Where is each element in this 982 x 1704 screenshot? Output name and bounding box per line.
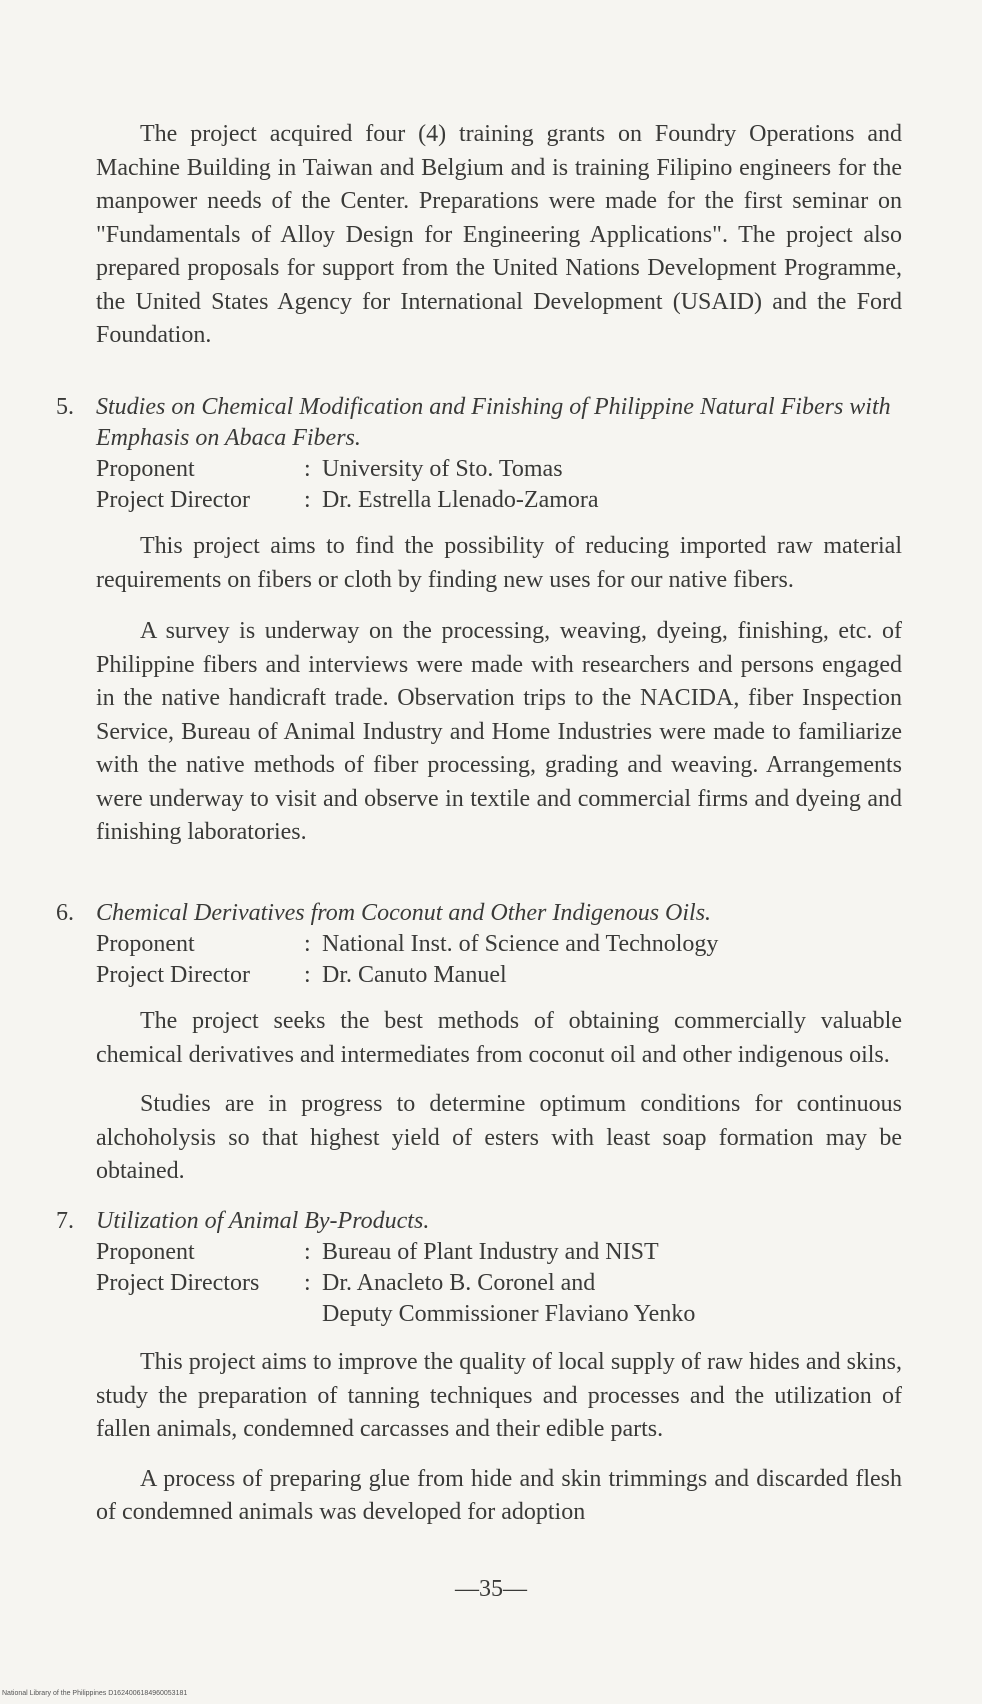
colon-separator: :	[304, 931, 311, 957]
director-value: Dr. Canuto Manuel	[322, 962, 507, 988]
director-value-line2: Deputy Commissioner Flaviano Yenko	[322, 1301, 696, 1327]
proponent-row	[96, 454, 902, 485]
section-7	[56, 1206, 902, 1330]
director-row	[96, 960, 902, 991]
body-paragraph: This project aims to improve the quality of local supply of raw hides and skins, study the preparation of tanning techniques and processes and the utilization of fallen animals, condemned carcasses and their edible parts.	[96, 1349, 902, 1442]
section-heading	[56, 392, 902, 454]
proponent-label: Proponent	[96, 456, 195, 482]
section-title: Chemical Derivatives from Coconut and Other Indigenous Oils.	[96, 900, 712, 926]
section-6	[56, 898, 902, 991]
colon-separator: :	[304, 487, 311, 513]
director-value: Dr. Estrella Llenado-Zamora	[322, 487, 599, 513]
section-heading	[56, 1206, 902, 1237]
director-label: Project Director	[96, 487, 250, 513]
section-number: 6.	[56, 900, 74, 926]
colon-separator: :	[304, 1239, 311, 1265]
director-row-continued	[96, 1299, 902, 1330]
section-number: 7.	[56, 1208, 74, 1234]
section-7-body	[96, 1346, 902, 1530]
section-heading	[56, 898, 902, 929]
project-meta	[96, 1237, 902, 1330]
colon-separator: :	[304, 456, 311, 482]
body-paragraph: A process of preparing glue from hide and skin trimmings and discarded flesh of condemned animals was developed for adoption	[96, 1465, 902, 1525]
project-meta	[96, 929, 902, 991]
section-title: Utilization of Animal By-Products.	[96, 1208, 430, 1234]
colon-separator: :	[304, 1270, 311, 1296]
body-paragraph: The project seeks the best methods of obtaining commercially valuable chemical derivatives and intermediates from coconut oil and other indigenous oils.	[96, 1008, 902, 1068]
section-5	[56, 392, 902, 516]
section-number: 5.	[56, 394, 74, 420]
intro-block	[96, 118, 902, 353]
proponent-value: Bureau of Plant Industry and NIST	[322, 1239, 659, 1265]
proponent-row	[96, 1237, 902, 1268]
proponent-label: Proponent	[96, 931, 195, 957]
footer-library-stamp: National Library of the Philippines D1624006184960053181	[2, 1690, 188, 1697]
director-value: Dr. Anacleto B. Coronel and	[322, 1270, 596, 1296]
director-row	[96, 1268, 902, 1299]
proponent-value: University of Sto. Tomas	[322, 456, 563, 482]
director-row	[96, 485, 902, 516]
body-paragraph: This project aims to find the possibility of reducing imported raw material requirements on fibers or cloth by finding new uses for our native fibers.	[96, 533, 902, 593]
director-label: Project Director	[96, 962, 250, 988]
project-meta	[96, 454, 902, 516]
proponent-label: Proponent	[96, 1239, 195, 1265]
proponent-value: National Inst. of Science and Technology	[322, 931, 719, 957]
proponent-row	[96, 929, 902, 960]
intro-paragraph: The project acquired four (4) training grants on Foundry Operations and Machine Building in Taiwan and Belgium and is training Filipino engineers for the manpower needs of the Center. Preparations were made for the first seminar on "Fundamentals of Alloy Design for Engineering Applications". The project also prepared proposals for support from the United Nations Development Programme, the United States Agency for International Development (USAID) and the Ford Foundation.	[96, 121, 902, 348]
colon-separator: :	[304, 962, 311, 988]
body-paragraph: A survey is underway on the processing, weaving, dyeing, finishing, etc. of Philippine fibers and interviews were made with researchers and persons engaged in the native handicraft trade. Observation trips to the NACIDA, fiber Inspection Service, Bureau of Animal Industry and Home Industries were made to familiarize with the native methods of fiber processing, grading and weaving. Arrangements were underway to visit and observe in textile and commercial firms and dyeing and finishing laboratories.	[96, 618, 902, 845]
section-title: Studies on Chemical Modification and Finishing of Philippine Natural Fibers with Emphasis on Abaca Fibers.	[96, 394, 891, 451]
section-5-body	[96, 530, 902, 850]
section-6-body	[96, 1005, 902, 1189]
director-label: Project Directors	[96, 1270, 260, 1296]
page-number: —35—	[455, 1576, 527, 1602]
body-paragraph: Studies are in progress to determine optimum conditions for continuous alchoholysis so that highest yield of esters with least soap formation may be obtained.	[96, 1091, 902, 1184]
